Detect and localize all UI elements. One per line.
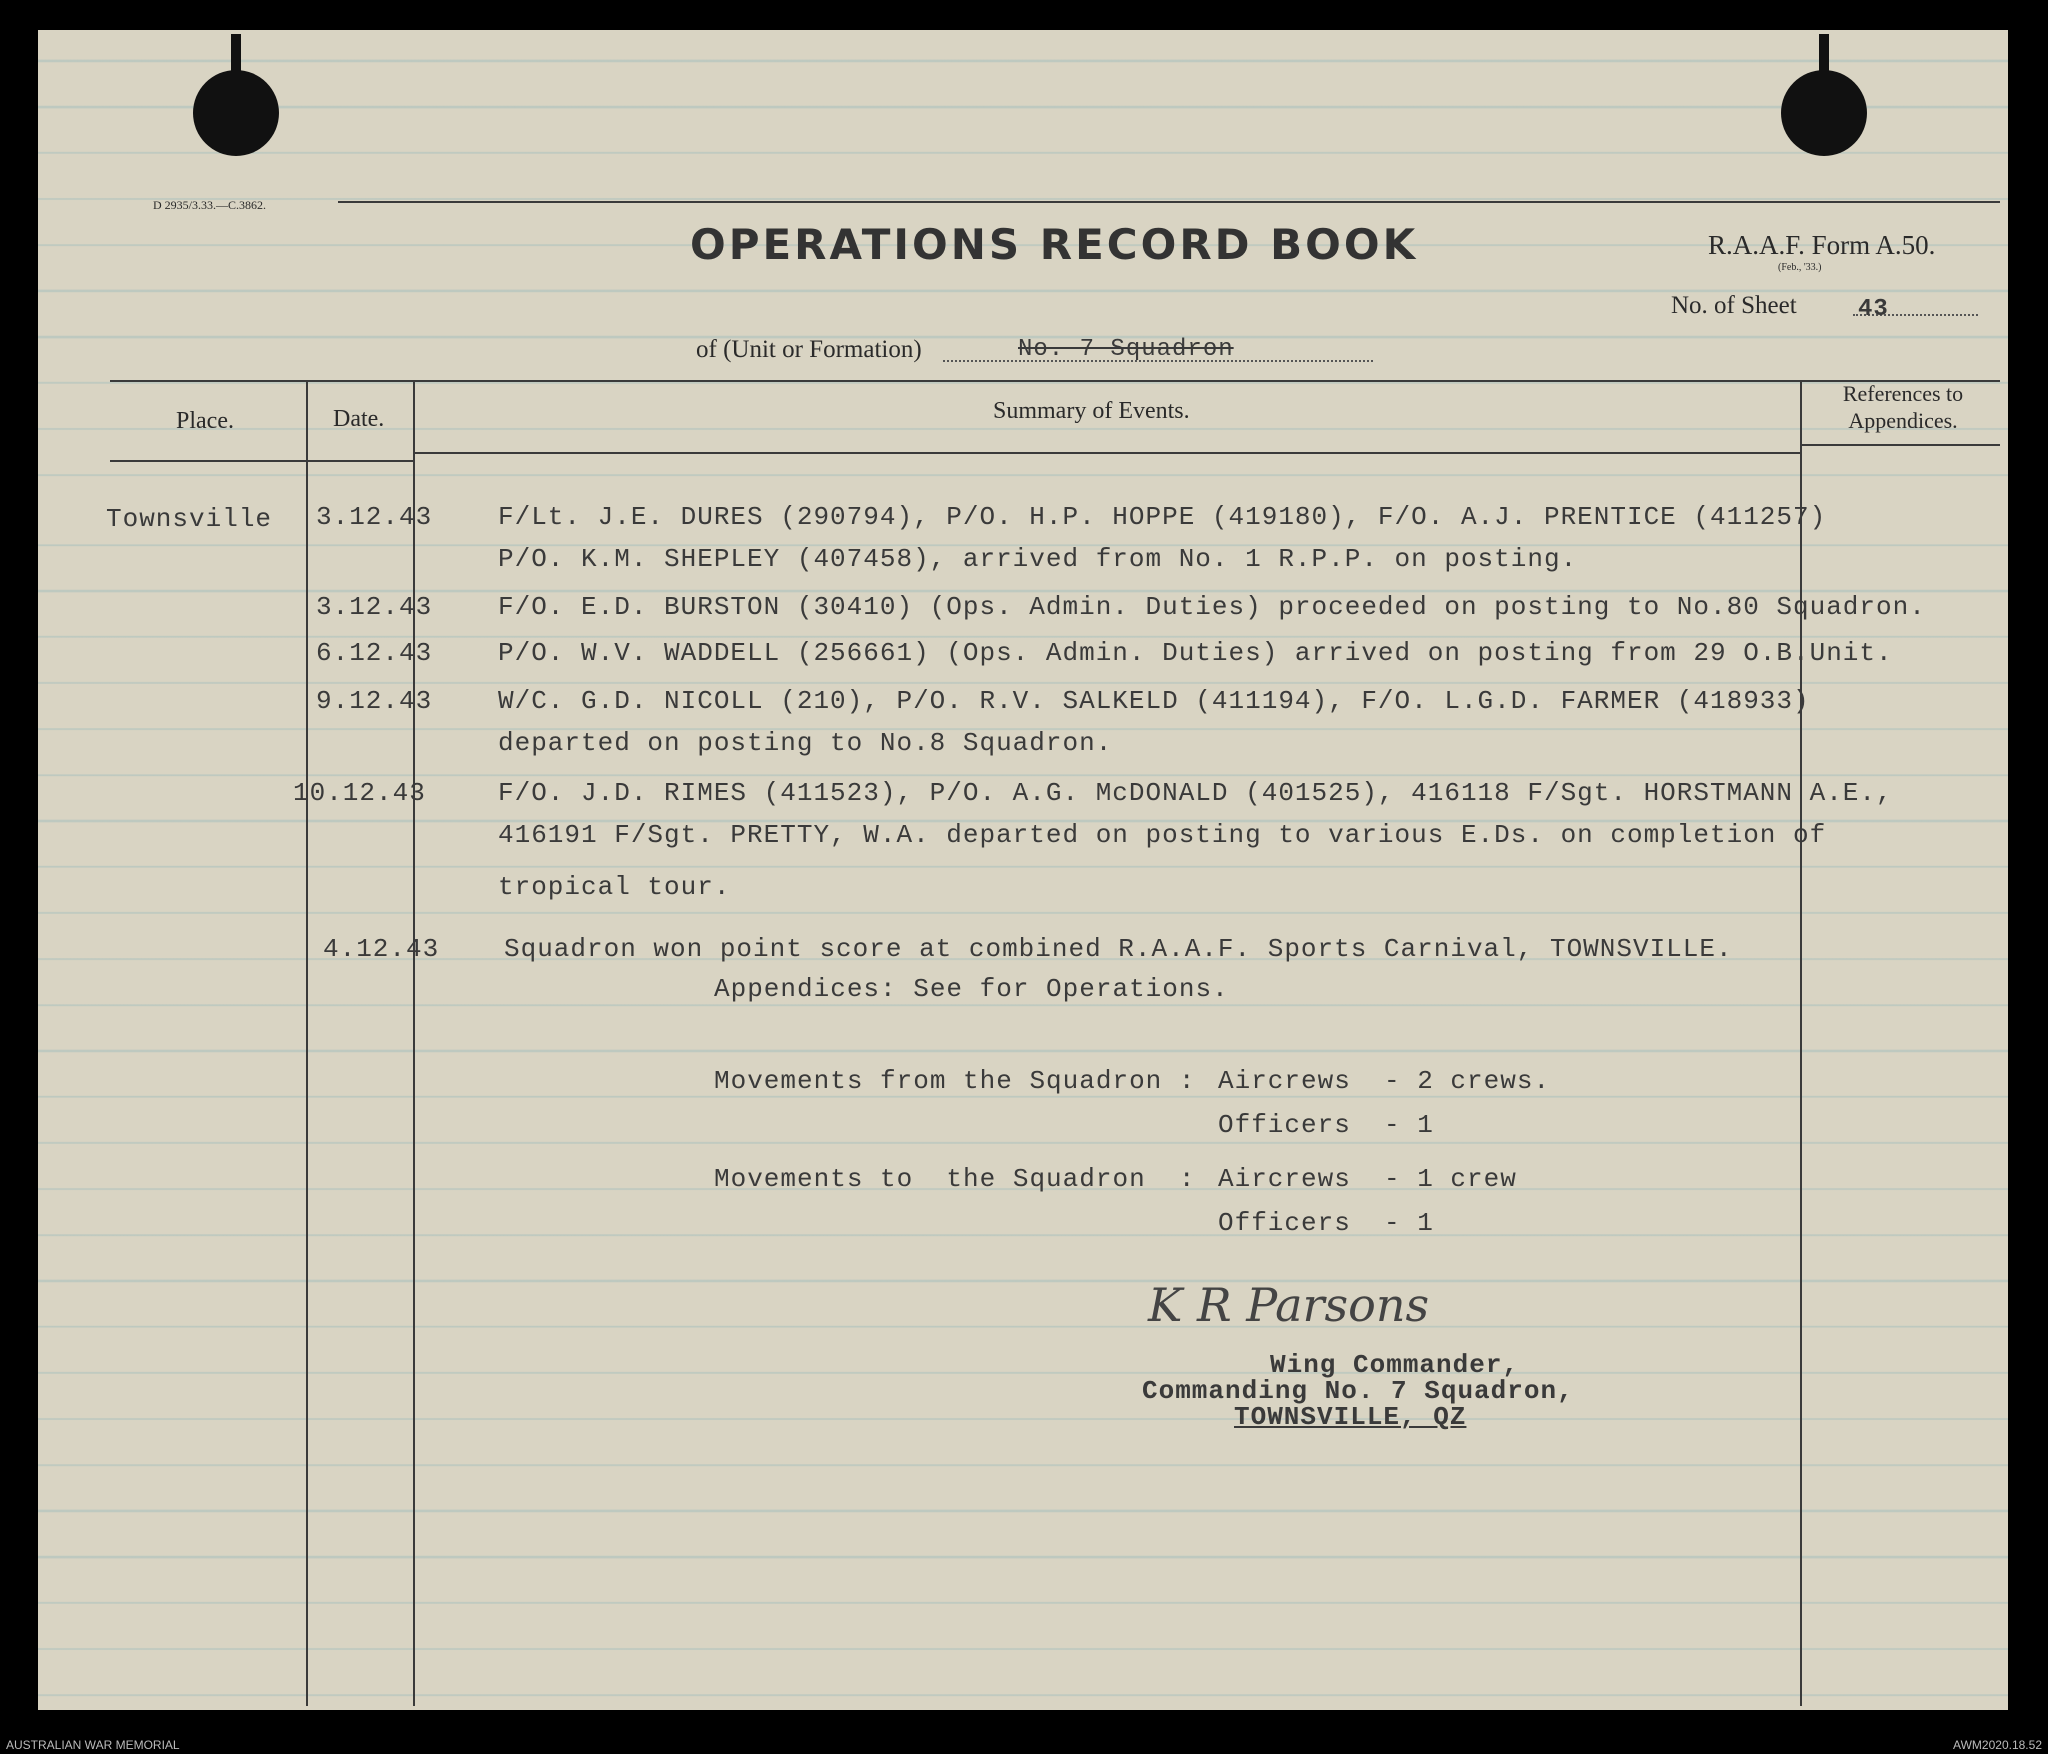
- movements-from-aircrews: Aircrews - 2 crews.: [1218, 1066, 1551, 1096]
- record-sheet: [38, 30, 2008, 1710]
- movements-from-label: Movements from the Squadron :: [714, 1066, 1196, 1096]
- entry-1-date: 3.12.43: [316, 502, 433, 532]
- col-divider-1: [306, 380, 308, 1706]
- entry-4-date: 9.12.43: [316, 686, 433, 716]
- entry-1-place: Townsville: [106, 504, 273, 534]
- signature-rank: Wing Commander,: [1270, 1350, 1520, 1380]
- footer-right: AWM2020.18.52: [1953, 1738, 2042, 1752]
- col-header-date: Date.: [333, 406, 385, 432]
- movements-to-aircrews: Aircrews - 1 crew: [1218, 1164, 1517, 1194]
- sheet-number: 43: [1858, 296, 1889, 323]
- entry-3-date: 6.12.43: [316, 638, 433, 668]
- footer-left: AUSTRALIAN WAR MEMORIAL: [6, 1738, 180, 1752]
- col-header-summary: Summary of Events.: [993, 398, 1190, 424]
- movements-to-officers: Officers - 1: [1218, 1208, 1434, 1238]
- entry-5-date: 10.12.43: [293, 778, 426, 808]
- col-header-references-2: Appendices.: [1848, 408, 1958, 433]
- header-underline-right: [1802, 444, 2000, 446]
- entry-6-date: 4.12.43: [323, 934, 440, 964]
- entry-5-line-3: tropical tour.: [498, 872, 731, 902]
- entry-4-line-1: W/C. G.D. NICOLL (210), P/O. R.V. SALKELD (411194), F/O. L.G.D. FARMER (418933): [498, 686, 1810, 716]
- entry-1-line-1: F/Lt. J.E. DURES (290794), P/O. H.P. HOPPE (419180), F/O. A.J. PRENTICE (411257): [498, 502, 1827, 532]
- signature-location: TOWNSVILLE, QZ: [1234, 1402, 1467, 1432]
- col-divider-2: [413, 380, 415, 1706]
- movements-from-officers: Officers - 1: [1218, 1110, 1434, 1140]
- page-title: OPERATIONS RECORD BOOK: [690, 220, 1419, 269]
- header-underline-left: [110, 460, 415, 462]
- header-underline-mid: [415, 452, 1800, 454]
- entry-2-date: 3.12.43: [316, 592, 433, 622]
- movements-to-label: Movements to the Squadron :: [714, 1164, 1196, 1194]
- header-rule: [338, 201, 2000, 203]
- sheet-label: No. of Sheet: [1671, 292, 1797, 319]
- handwritten-signature: K R Parsons: [1148, 1278, 1430, 1332]
- unit-value: No. 7 Squadron: [1018, 336, 1234, 363]
- entry-2-line-1: F/O. E.D. BURSTON (30410) (Ops. Admin. Duties) proceeded on posting to No.80 Squadron.: [498, 592, 1926, 622]
- form-date: (Feb., '33.): [1778, 262, 1822, 273]
- col-header-references: [1808, 380, 1998, 434]
- appendices-note: Appendices: See for Operations.: [714, 974, 1229, 1004]
- table-top-rule: [110, 380, 2000, 382]
- punch-hole-left: [193, 70, 279, 156]
- col-header-place: Place.: [176, 408, 234, 434]
- punch-hole-right: [1781, 70, 1867, 156]
- entry-5-line-2: 416191 F/Sgt. PRETTY, W.A. departed on posting to various E.Ds. on completion of: [498, 820, 1827, 850]
- form-name: R.A.A.F. Form A.50.: [1708, 230, 1936, 260]
- entry-4-line-2: departed on posting to No.8 Squadron.: [498, 728, 1113, 758]
- col-divider-3: [1800, 380, 1802, 1706]
- unit-label: of (Unit or Formation): [696, 336, 922, 363]
- entry-1-line-2: P/O. K.M. SHEPLEY (407458), arrived from No. 1 R.P.P. on posting.: [498, 544, 1578, 574]
- print-code: D 2935/3.33.—C.3862.: [153, 198, 267, 212]
- entry-5-line-1: F/O. J.D. RIMES (411523), P/O. A.G. McDONALD (401525), 416118 F/Sgt. HORSTMANN A.E.,: [498, 778, 1893, 808]
- entry-6-line-1: Squadron won point score at combined R.A.A.F. Sports Carnival, TOWNSVILLE.: [504, 934, 1733, 964]
- entry-3-line-1: P/O. W.V. WADDELL (256661) (Ops. Admin. Duties) arrived on posting from 29 O.B.Unit.: [498, 638, 1893, 668]
- col-header-references-1: References to: [1842, 381, 1964, 406]
- signature-role: Commanding No. 7 Squadron,: [1142, 1376, 1574, 1406]
